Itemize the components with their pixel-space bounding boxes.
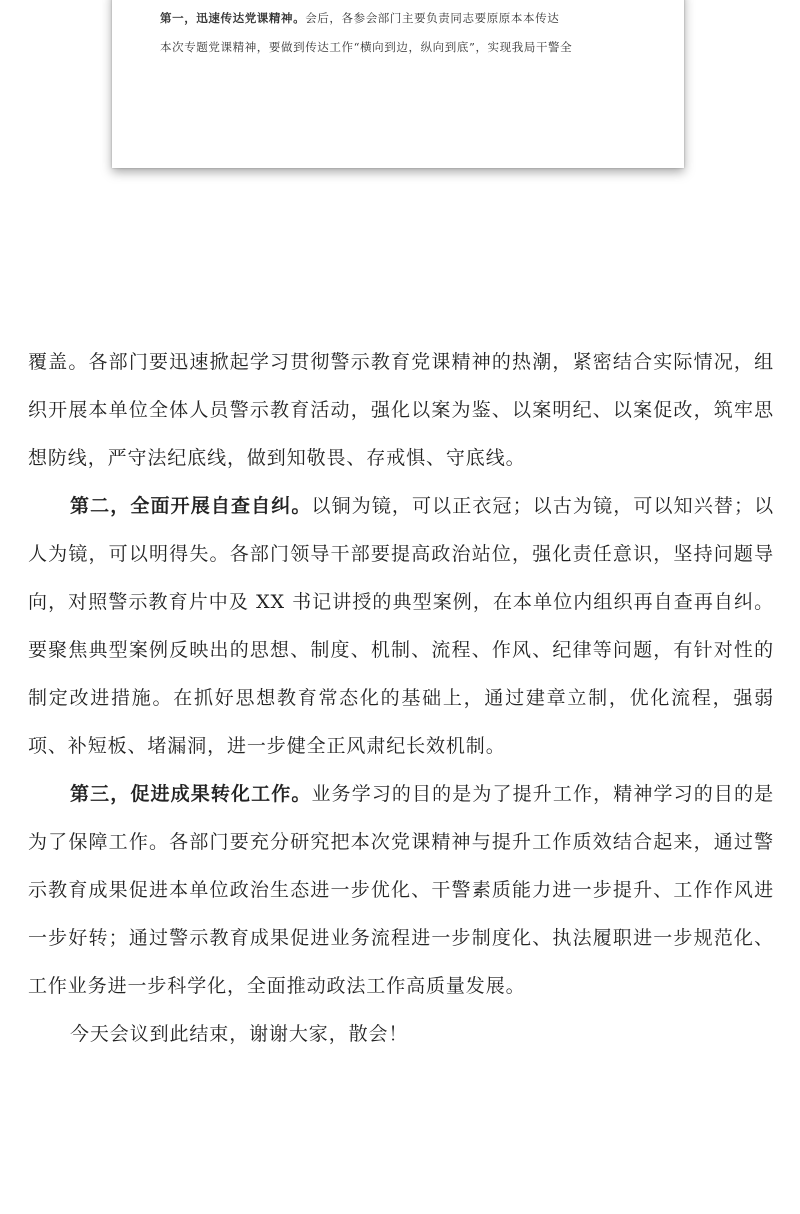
- paragraph-3: [28, 770, 774, 1010]
- preview-line-2: 本次专题党课精神，要做到传达工作“横向到边，纵向到底”，实现我局干警全: [160, 40, 573, 54]
- paragraph-2: [28, 482, 774, 770]
- preview-paragraph: [160, 4, 660, 62]
- document-body: [28, 338, 774, 1058]
- document-preview-card: [112, 0, 684, 168]
- paragraph-3-heading: 第三，促进成果转化工作。: [70, 783, 312, 805]
- paragraph-2-heading: 第二，全面开展自查自纠。: [70, 495, 312, 517]
- preview-line-1: 会后，各参会部门主要负责同志要原原本本传达: [305, 11, 560, 25]
- preview-heading: 第一，迅速传达党课精神。: [160, 11, 306, 25]
- paragraph-3-body: 业务学习的目的是为了提升工作，精神学习的目的是为了保障工作。各部门要充分研究把本次党课精神与提升工作质效结合起来，通过警示教育成果促进本单位政治生态进一步优化、干警素质能力进一步提升、工作作风进一步好转；通过警示教育成果促进业务流程进一步制度化、执法履职进一步规范化、工作业务进一步科学化，全面推动政法工作高质量发展。: [28, 783, 774, 997]
- closing-paragraph: 今天会议到此结束，谢谢大家，散会！: [70, 1023, 409, 1045]
- paragraph-1: 覆盖。各部门要迅速掀起学习贯彻警示教育党课精神的热潮，紧密结合实际情况，组织开展本单位全体人员警示教育活动，强化以案为鉴、以案明纪、以案促改，筑牢思想防线，严守法纪底线，做到知敬畏、存戒惧、守底线。: [28, 351, 774, 469]
- paragraph-2-body: 以铜为镜，可以正衣冠；以古为镜，可以知兴替；以人为镜，可以明得失。各部门领导干部要提高政治站位，强化责任意识，坚持问题导向，对照警示教育片中及 XX 书记讲授的典型案例，在本单位内组织再自查再自纠。要聚焦典型案例反映出的思想、制度、机制、流程、作风、纪律等问题，有针对性的制定改进措施。在抓好思想教育常态化的基础上，通过建章立制，优化流程，强弱项、补短板、堵漏洞，进一步健全正风肃纪长效机制。: [28, 495, 774, 757]
